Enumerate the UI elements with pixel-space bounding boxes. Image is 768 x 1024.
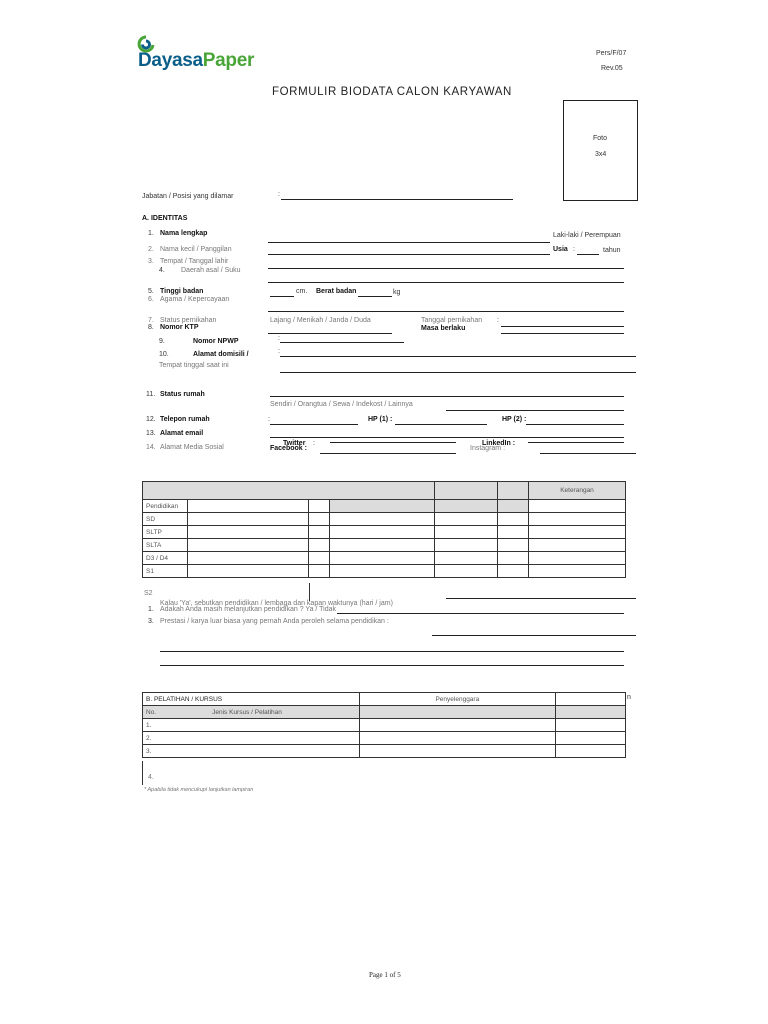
- housing-label: Status rumah: [160, 391, 205, 398]
- table-cell[interactable]: [330, 513, 435, 526]
- education-table: [142, 481, 626, 578]
- birth-field[interactable]: [268, 268, 624, 269]
- table-cell[interactable]: [330, 552, 435, 565]
- header-cell: [143, 482, 435, 500]
- email-label: Alamat email: [160, 430, 204, 437]
- address-field-line2[interactable]: [280, 372, 636, 373]
- field-number: 11.: [146, 391, 156, 398]
- doc-code: Pers/F/07: [596, 50, 627, 57]
- marital-options: Lajang / Menikah / Janda / Duda: [270, 317, 371, 324]
- table-cell[interactable]: [188, 526, 309, 539]
- field-number: 8.: [148, 324, 154, 331]
- education-level: SD: [143, 513, 188, 526]
- table-cell[interactable]: [188, 565, 309, 578]
- continue-education-question: Adakah Anda masih melanjutkan pendidikan ? Ya / Tidak: [160, 606, 337, 613]
- form-title: FORMULIR BIODATA CALON KARYAWAN: [272, 86, 512, 98]
- header-cell: [309, 500, 330, 513]
- education-level: D3 / D4: [143, 552, 188, 565]
- table-cell[interactable]: [498, 526, 529, 539]
- field-number: 7.: [148, 317, 154, 324]
- section-identity-heading: A. IDENTITAS: [142, 215, 188, 222]
- table-row: [143, 552, 626, 565]
- field-number: 14.: [146, 444, 156, 451]
- field-number: 13.: [146, 430, 156, 437]
- table-cell[interactable]: [435, 539, 498, 552]
- housing-field[interactable]: [270, 396, 624, 397]
- education-note-field[interactable]: [337, 613, 624, 614]
- company-logo: [138, 50, 254, 72]
- table-cell[interactable]: [498, 539, 529, 552]
- height-field[interactable]: [270, 296, 294, 297]
- table-cell[interactable]: [555, 745, 625, 758]
- origin-field[interactable]: [268, 282, 624, 283]
- header-cell: [555, 693, 625, 706]
- marriage-date-colon: :: [497, 317, 499, 324]
- table-cell[interactable]: [435, 565, 498, 578]
- table-cell[interactable]: [309, 513, 330, 526]
- age-colon: :: [573, 246, 575, 253]
- weight-label: Berat badan: [316, 288, 357, 295]
- valid-until-label: Masa berlaku: [421, 325, 466, 332]
- table-header-row: [143, 500, 626, 513]
- header-cell: [435, 482, 498, 500]
- age-field[interactable]: [577, 254, 599, 255]
- achievement-field-3[interactable]: [160, 665, 624, 666]
- training-heading: B. PELATIHAN / KURSUS: [143, 693, 360, 706]
- table-row: [143, 732, 626, 745]
- position-colon: :: [278, 191, 280, 198]
- twitter-label: Twitter: [283, 440, 306, 447]
- table-cell[interactable]: [188, 539, 309, 552]
- marriage-date-field[interactable]: [501, 326, 624, 327]
- table-cell[interactable]: [359, 745, 555, 758]
- header-cell: [555, 706, 625, 719]
- id-card-label: Nomor KTP: [160, 324, 199, 331]
- table-cell[interactable]: [435, 552, 498, 565]
- address-label: Alamat domisili /: [193, 351, 249, 358]
- nickname-label: Nama kecil / Panggilan: [160, 246, 232, 253]
- photo-label: Foto: [593, 135, 608, 142]
- continue-education-field[interactable]: [446, 598, 636, 599]
- religion-label: Agama / Kepercayaan: [160, 296, 230, 303]
- header-cell: [498, 482, 529, 500]
- table-cell[interactable]: [188, 513, 309, 526]
- position-label: Jabatan / Posisi yang dilamar: [142, 193, 234, 200]
- row-number: 4.: [148, 774, 154, 781]
- row-number: 2.: [143, 732, 360, 745]
- header-cell: [330, 500, 435, 513]
- training-type-label: Jenis Kursus / Pelatihan: [212, 708, 282, 716]
- table-cell[interactable]: [555, 732, 625, 745]
- birth-label: Tempat / Tanggal lahir: [160, 258, 229, 265]
- full-name-field[interactable]: [268, 242, 550, 243]
- table-row: [143, 513, 626, 526]
- table-cell[interactable]: [529, 565, 626, 578]
- number-column-header: No.: [146, 708, 157, 716]
- education-column-header: Pendidikan: [143, 500, 188, 513]
- brand-name-part-2: Paper: [202, 50, 255, 71]
- height-unit: cm.: [296, 288, 308, 295]
- table-row: [143, 719, 626, 732]
- position-field[interactable]: [281, 199, 513, 200]
- question-number: 3.: [148, 618, 154, 625]
- header-cell: [435, 500, 498, 513]
- achievement-field-1[interactable]: [432, 635, 636, 636]
- valid-until-field[interactable]: [501, 333, 624, 334]
- education-level: SLTA: [143, 539, 188, 552]
- table-cell[interactable]: [529, 552, 626, 565]
- mobile-2-field[interactable]: [526, 424, 624, 425]
- table-cell[interactable]: [529, 526, 626, 539]
- instagram-field[interactable]: [540, 453, 636, 454]
- marital-label: Status pernikahan: [160, 317, 217, 324]
- tax-id-colon: :: [278, 335, 280, 342]
- table-cell[interactable]: [309, 539, 330, 552]
- table-cell[interactable]: [309, 565, 330, 578]
- table-cell[interactable]: [309, 552, 330, 565]
- table-cell[interactable]: [435, 513, 498, 526]
- table-header-row: [143, 482, 626, 500]
- question-number: 1.: [148, 606, 154, 613]
- brand-name-part-1: Dayasa: [138, 50, 203, 71]
- table-header-row: [143, 693, 626, 706]
- height-label: Tinggi badan: [160, 288, 204, 295]
- row-number: 1.: [143, 719, 360, 732]
- weight-unit: kg: [393, 289, 401, 296]
- table-cell[interactable]: [529, 539, 626, 552]
- header-cell: [359, 706, 555, 719]
- training-note: * Apabila tidak mencukupi lanjutkan lampiran: [144, 787, 254, 793]
- table-row: [143, 565, 626, 578]
- home-phone-colon: :: [268, 416, 270, 423]
- housing-other-field[interactable]: [446, 410, 624, 411]
- weight-field[interactable]: [358, 296, 392, 297]
- table-header-row: [143, 706, 626, 719]
- age-label: Usia: [553, 246, 568, 253]
- table-cell[interactable]: [359, 732, 555, 745]
- tax-id-field[interactable]: [280, 342, 404, 343]
- address-colon: :: [278, 348, 280, 355]
- education-note: Kalau 'Ya', sebutkan pendidikan / lembaga dan kapan waktunya (hari / jam): [160, 600, 393, 607]
- mobile-1-field[interactable]: [395, 424, 487, 425]
- age-unit: tahun: [603, 247, 621, 254]
- social-media-label: Alamat Media Sosial: [160, 444, 224, 451]
- tax-id-label: Nomor NPWP: [193, 338, 239, 345]
- organizer-column-header: Penyelenggara: [359, 693, 555, 706]
- achievement-question: Prestasi / karya luar biasa yang pernah Anda peroleh selama pendidikan :: [160, 618, 389, 625]
- doc-revision: Rev.05: [601, 65, 623, 72]
- table-row: [143, 539, 626, 552]
- education-level: SLTP: [143, 526, 188, 539]
- field-number: 1.: [148, 230, 154, 237]
- table-cell[interactable]: [498, 513, 529, 526]
- field-number: 9.: [159, 338, 165, 345]
- twitter-field[interactable]: [330, 442, 456, 443]
- row-number: 3.: [143, 745, 360, 758]
- table-cell[interactable]: [435, 526, 498, 539]
- table-cell[interactable]: [330, 539, 435, 552]
- housing-options: Sendiri / Orangtua / Sewa / Indekost / Lainnya: [270, 401, 413, 408]
- table-divider: [142, 761, 143, 785]
- field-number: 2.: [148, 246, 154, 253]
- field-number: 12.: [146, 416, 156, 423]
- field-number: 3.: [148, 258, 154, 265]
- page-number: Page 1 of 5: [369, 971, 401, 979]
- table-cell[interactable]: [555, 719, 625, 732]
- photo-size: 3x4: [595, 151, 607, 158]
- edge-mark: n: [627, 694, 631, 701]
- linkedin-field[interactable]: [528, 442, 624, 443]
- marriage-date-label: Tanggal pernikahan: [421, 317, 483, 324]
- facebook-field[interactable]: [320, 453, 456, 454]
- linkedin-label: LinkedIn :: [482, 440, 516, 447]
- twitter-colon: :: [313, 440, 315, 447]
- table-cell[interactable]: [330, 565, 435, 578]
- nickname-field[interactable]: [268, 254, 550, 255]
- header-cell: [498, 500, 529, 513]
- field-number: 6.: [148, 296, 154, 303]
- home-phone-label: Telepon rumah: [160, 416, 210, 423]
- religion-field[interactable]: [268, 311, 624, 312]
- facebook-label: Facebook :: [270, 445, 307, 452]
- field-number: 4.: [159, 267, 165, 274]
- instagram-label: Instagram :: [470, 445, 506, 452]
- table-row: [143, 526, 626, 539]
- table-cell[interactable]: [498, 552, 529, 565]
- field-number: 5.: [148, 288, 154, 295]
- photo-box: [563, 100, 638, 201]
- field-number: 10.: [159, 351, 169, 358]
- education-level: S2: [144, 590, 153, 597]
- mobile-2-label: HP (2) :: [502, 416, 527, 423]
- mobile-1-label: HP (1) :: [368, 416, 393, 423]
- id-card-field[interactable]: [268, 333, 392, 334]
- full-name-label: Nama lengkap: [160, 230, 208, 237]
- address-label-line2: Tempat tinggal saat ini: [159, 362, 229, 369]
- address-field-line1[interactable]: [280, 356, 636, 357]
- gender-options: Laki-laki / Perempuan: [553, 232, 621, 239]
- table-cell[interactable]: [498, 565, 529, 578]
- training-table: [142, 692, 626, 758]
- table-cell[interactable]: [309, 526, 330, 539]
- table-cell[interactable]: [529, 513, 626, 526]
- remarks-column-header: Keterangan: [529, 482, 626, 500]
- table-cell[interactable]: [330, 526, 435, 539]
- home-phone-field[interactable]: [270, 424, 358, 425]
- origin-label: Daerah asal / Suku: [181, 267, 241, 274]
- table-row: [143, 745, 626, 758]
- email-field[interactable]: [270, 437, 624, 438]
- table-cell[interactable]: [188, 552, 309, 565]
- header-cell: [188, 500, 309, 513]
- header-cell: [529, 500, 626, 513]
- achievement-field-2[interactable]: [160, 651, 624, 652]
- training-type-column-header: [143, 706, 360, 719]
- education-level: S1: [143, 565, 188, 578]
- table-cell[interactable]: [359, 719, 555, 732]
